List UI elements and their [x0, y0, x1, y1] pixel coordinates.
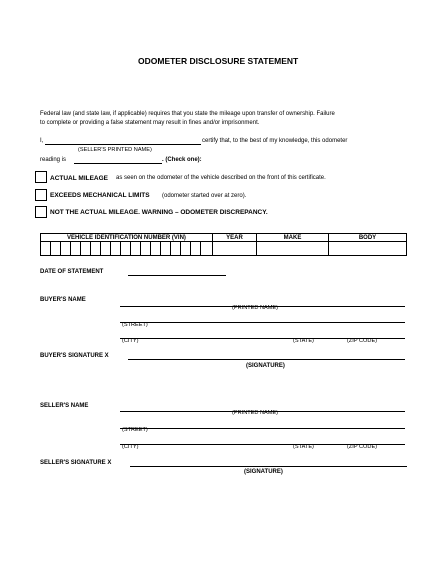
buyer-zip-caption: (ZIP CODE)	[347, 338, 378, 344]
buyer-street-field[interactable]	[120, 322, 405, 323]
not-actual-mileage-checkbox[interactable]	[35, 206, 47, 218]
buyer-name-label: BUYER'S NAME	[40, 297, 86, 303]
actual-mileage-detail: as seen on the odometer of the vehicle described on the front of this certificate.	[116, 175, 326, 181]
body-cell[interactable]	[329, 242, 407, 256]
document-title: ODOMETER DISCLOSURE STATEMENT	[138, 56, 299, 66]
seller-city-caption: (CITY)	[122, 444, 139, 450]
seller-signature-field[interactable]	[130, 466, 407, 467]
vin-digit-cell[interactable]	[91, 242, 101, 256]
intro-line-1: Federal law (and state law, if applicable) requires that you state the mileage upon transfer of ownership. Failure	[40, 111, 335, 117]
seller-signature-caption: (SIGNATURE)	[244, 469, 283, 475]
vin-header: VEHICLE IDENTIFICATION NUMBER (VIN)	[41, 234, 213, 242]
year-cell[interactable]	[213, 242, 257, 256]
buyer-signature-label: BUYER'S SIGNATURE X	[40, 353, 109, 359]
vin-digit-cell[interactable]	[181, 242, 191, 256]
vin-digit-cell[interactable]	[141, 242, 151, 256]
vin-digit-cell[interactable]	[71, 242, 81, 256]
intro-line-2: to complete or providing a false statement may result in fines and/or imprisonment.	[40, 120, 260, 126]
make-cell[interactable]	[257, 242, 329, 256]
vin-digit-cell[interactable]	[161, 242, 171, 256]
vin-digit-cell[interactable]	[151, 242, 161, 256]
buyer-signature-field[interactable]	[128, 359, 405, 360]
reading-is-label: reading is	[40, 157, 67, 163]
vin-digit-cell[interactable]	[171, 242, 181, 256]
seller-street-caption: (STREET)	[122, 427, 148, 433]
exceeds-mechanical-limits-label: EXCEEDS MECHANICAL LIMITS	[50, 192, 150, 199]
seller-state-caption: (STATE)	[293, 444, 314, 450]
vin-digit-cell[interactable]	[101, 242, 111, 256]
seller-signature-label: SELLER'S SIGNATURE X	[40, 460, 112, 466]
vin-digit-cell[interactable]	[51, 242, 61, 256]
odometer-reading-field[interactable]	[74, 163, 162, 164]
buyer-street-caption: (STREET)	[122, 322, 148, 328]
vin-digit-cell[interactable]	[131, 242, 141, 256]
exceeds-mechanical-limits-detail: (odometer started over at zero).	[162, 193, 247, 199]
make-header: MAKE	[257, 234, 329, 242]
vin-digit-cell[interactable]	[61, 242, 71, 256]
not-actual-mileage-label: NOT THE ACTUAL MILEAGE. WARNING – ODOMETER DISCREPANCY.	[50, 209, 268, 216]
sellers-printed-name-caption: (SELLER'S PRINTED NAME)	[78, 147, 152, 153]
certify-text: certify that, to the best of my knowledge, this odometer	[202, 138, 348, 144]
vin-digit-cell[interactable]	[41, 242, 51, 256]
vin-digit-cell[interactable]	[111, 242, 121, 256]
date-of-statement-field[interactable]	[128, 275, 226, 276]
body-header: BODY	[329, 234, 407, 242]
seller-street-field[interactable]	[120, 428, 405, 429]
check-one-label: . (Check one):	[162, 157, 202, 163]
buyer-state-caption: (STATE)	[293, 338, 314, 344]
seller-name-label: SELLER'S NAME	[40, 403, 89, 409]
buyer-city-caption: (CITY)	[122, 338, 139, 344]
vin-digit-cell[interactable]	[201, 242, 213, 256]
date-of-statement-label: DATE OF STATEMENT	[40, 269, 104, 275]
vin-digit-cell[interactable]	[191, 242, 201, 256]
year-header: YEAR	[213, 234, 257, 242]
actual-mileage-checkbox[interactable]	[35, 171, 47, 183]
certify-prefix: I,	[40, 138, 44, 144]
buyer-printed-name-caption: (PRINTED NAME)	[232, 305, 278, 311]
buyer-signature-caption: (SIGNATURE)	[246, 363, 285, 369]
vehicle-info-table	[40, 233, 407, 256]
seller-printed-name-field[interactable]	[45, 144, 201, 145]
vin-digit-cell[interactable]	[121, 242, 131, 256]
seller-zip-caption: (ZIP CODE)	[347, 444, 378, 450]
exceeds-mechanical-limits-checkbox[interactable]	[35, 189, 47, 201]
vin-digit-cell[interactable]	[81, 242, 91, 256]
actual-mileage-label: ACTUAL MILEAGE	[50, 175, 109, 182]
seller-printed-name-caption: (PRINTED NAME)	[232, 410, 278, 416]
